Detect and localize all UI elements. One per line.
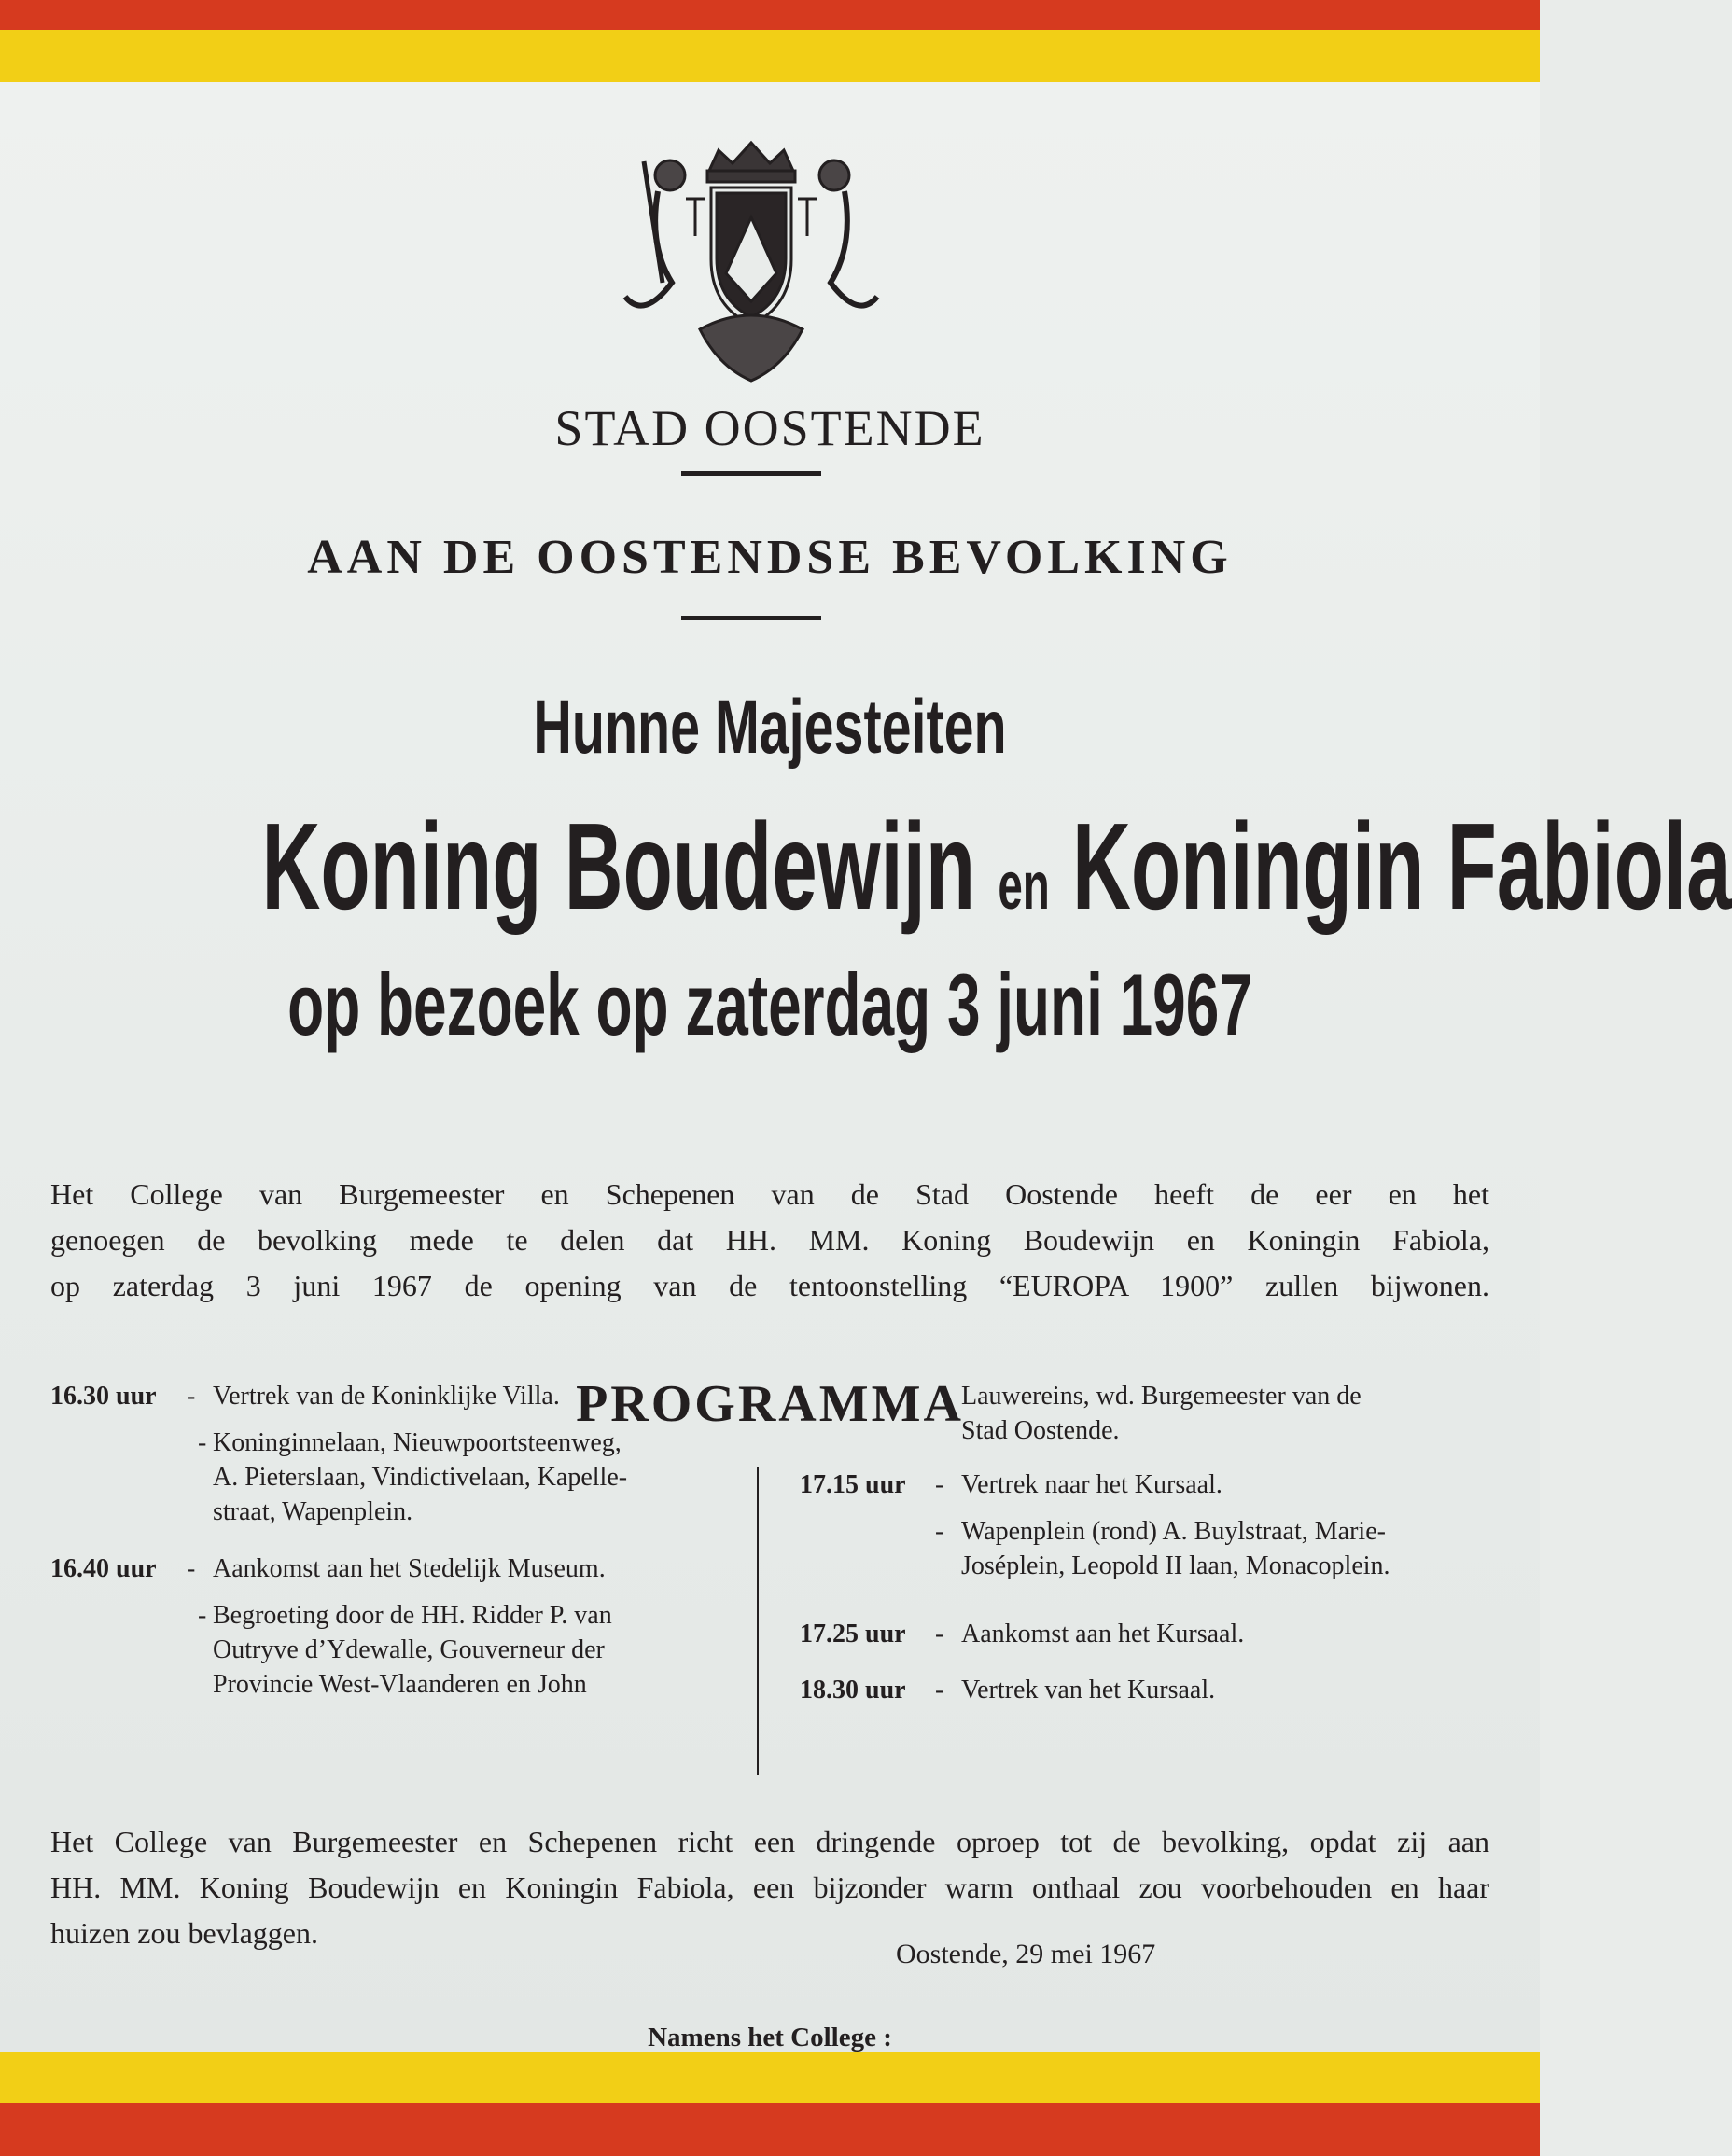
- divider-rule: [681, 471, 821, 476]
- schedule-line: Vertrek van de Koninklijke Villa.: [213, 1382, 560, 1411]
- closing-line: Het College van Burgemeester en Schepenen richt een dringende oproep tot de bevolking, opdat zij aan: [50, 1825, 1489, 1858]
- divider-rule: [681, 616, 821, 620]
- conjunction: en: [998, 849, 1050, 924]
- schedule-time: 18.30 uur: [800, 1676, 906, 1704]
- schedule-item: [213, 1551, 735, 1586]
- schedule-line: Wapenplein (rond) A. Buylstraat, Marie-: [961, 1517, 1386, 1546]
- schedule-line: Joséplein, Leopold II laan, Monacoplein.: [961, 1551, 1390, 1580]
- schedule-line: Vertrek naar het Kursaal.: [961, 1470, 1222, 1499]
- schedule-time: 16.40 uur: [50, 1554, 157, 1583]
- closing-paragraph: [50, 1819, 1489, 1956]
- schedule-line: Vertrek van het Kursaal.: [961, 1676, 1216, 1704]
- flag-stripe-red-top: [0, 0, 1540, 30]
- schedule-item: [961, 1467, 1484, 1502]
- schedule-dash: -: [935, 1470, 944, 1499]
- dateline: Oostende, 29 mei 1967: [896, 1939, 1156, 1969]
- schedule-dash: -: [198, 1428, 207, 1457]
- intro-line: op zaterdag 3 juni 1967 de opening van de tentoonstelling “EUROPA 1900” zullen bijwonen.: [50, 1269, 1489, 1302]
- schedule-item: [961, 1514, 1484, 1583]
- flag-stripe-yellow-bottom: [0, 2052, 1540, 2103]
- king-name: Koning Boudewijn: [261, 798, 976, 935]
- coat-of-arms-icon: [607, 133, 896, 390]
- schedule-time: 16.30 uur: [50, 1382, 157, 1411]
- schedule-line: Lauwereins, wd. Burgemeester van de: [961, 1382, 1362, 1411]
- schedule-time: 17.15 uur: [800, 1470, 906, 1499]
- schedule-line: Provincie West-Vlaanderen en John: [213, 1670, 587, 1699]
- namens-label: Namens het College :: [648, 2023, 892, 2052]
- column-divider: [757, 1467, 759, 1775]
- schedule-line: Koninginnelaan, Nieuwpoortsteenweg,: [213, 1428, 622, 1457]
- schedule-item: [213, 1379, 735, 1413]
- flag-stripe-yellow-top: [0, 30, 1540, 82]
- city-name: STAD OOSTENDE: [554, 400, 985, 456]
- majesties-heading: Hunne Majesteiten: [533, 685, 1007, 770]
- addressee-heading: AAN DE OOSTENDSE BEVOLKING: [307, 531, 1233, 584]
- schedule-line: Aankomst aan het Kursaal.: [961, 1620, 1245, 1648]
- schedule-item: [213, 1426, 735, 1529]
- schedule-dash: -: [187, 1382, 196, 1411]
- schedule-item: [213, 1598, 735, 1702]
- closing-line: HH. MM. Koning Boudewijn en Koningin Fabiola, een bijzonder warm onthaal zou voorbehouden en haar: [50, 1871, 1489, 1904]
- intro-line: Het College van Burgemeester en Schepenen van de Stad Oostende heeft de eer en het: [50, 1177, 1489, 1211]
- intro-paragraph: [50, 1172, 1489, 1309]
- schedule-dash: -: [935, 1676, 944, 1704]
- closing-line: huizen zou bevlaggen.: [50, 1916, 318, 1950]
- visit-date-heading: op bezoek op zaterdag 3 juni 1967: [287, 955, 1252, 1053]
- poster-paper: [0, 82, 1732, 2052]
- schedule-line: Begroeting door de HH. Ridder P. van: [213, 1601, 612, 1630]
- schedule-dash: -: [935, 1620, 944, 1648]
- schedule-line: straat, Wapenplein.: [213, 1497, 413, 1526]
- schedule-dash: -: [198, 1601, 207, 1630]
- schedule-dash: -: [187, 1554, 196, 1583]
- queen-name: Koningin Fabiola: [1071, 798, 1732, 935]
- schedule-item: [961, 1379, 1484, 1448]
- schedule-item: [961, 1617, 1484, 1651]
- schedule-time: 17.25 uur: [800, 1620, 906, 1648]
- flag-stripe-red-bottom: [0, 2103, 1540, 2156]
- intro-line: genoegen de bevolking mede te delen dat HH. MM. Koning Boudewijn en Koningin Fabiola,: [50, 1223, 1489, 1257]
- schedule-line: Outryve d’Ydewalle, Gouverneur der: [213, 1635, 605, 1664]
- schedule-line: Stad Oostende.: [961, 1416, 1120, 1445]
- monarchs-heading: [261, 796, 1732, 937]
- schedule-dash: -: [935, 1517, 944, 1546]
- programma-title: PROGRAMMA: [576, 1375, 964, 1433]
- schedule-line: Aankomst aan het Stedelijk Museum.: [213, 1554, 606, 1583]
- schedule-line: A. Pieterslaan, Vindictivelaan, Kapelle-: [213, 1463, 628, 1492]
- schedule-item: [961, 1673, 1484, 1707]
